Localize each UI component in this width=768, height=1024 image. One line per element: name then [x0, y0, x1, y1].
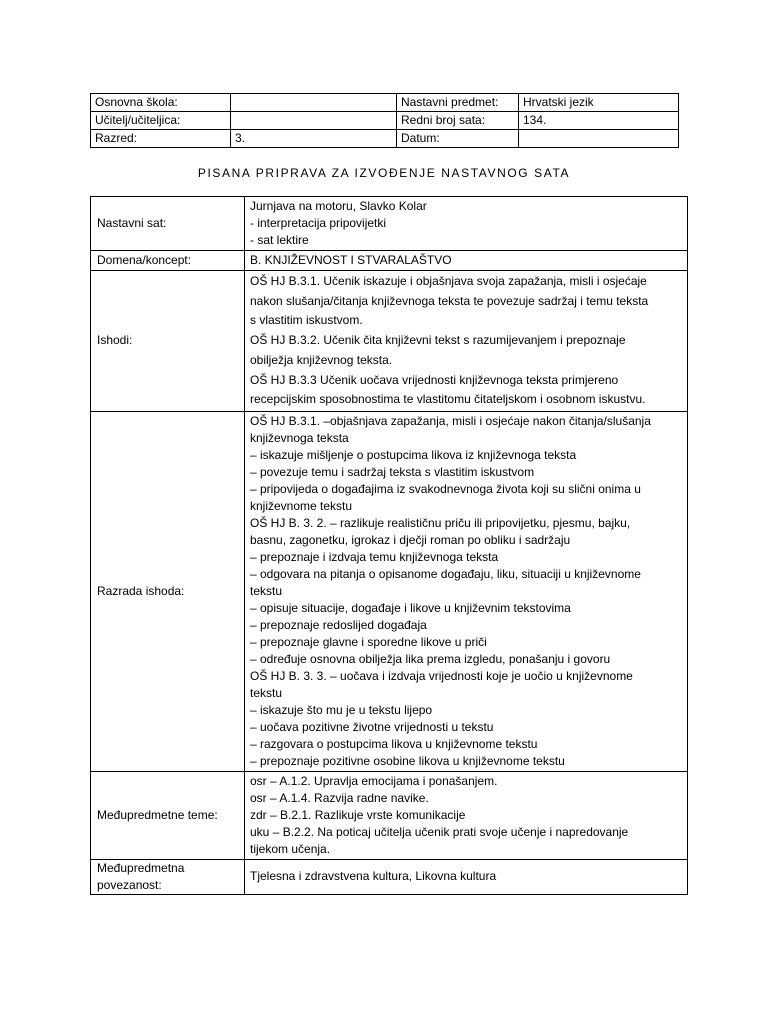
info-row-teacher	[91, 112, 679, 130]
razrada-line: basnu, zagonetku, igrokaz i dječji roman po obliku i sadržaju	[250, 532, 571, 547]
nastavni-sat-content	[245, 197, 688, 251]
domena-value: B. KNJIŽEVNOST I STVARALAŠTVO	[245, 251, 688, 271]
razrada-line: – odgovara na pitanja o opisanome događaju, liku, situaciji u književnome	[250, 566, 641, 581]
teacher-label: Učitelj/učiteljica:	[91, 112, 231, 130]
ishodi-label: Ishodi:	[91, 271, 245, 412]
povezanost-value: Tjelesna i zdravstvena kultura, Likovna kultura	[245, 859, 688, 894]
teme-line: uku – B.2.2. Na poticaj učitelja učenik prati svoje učenje i napredovanje	[250, 824, 629, 839]
razrada-content	[245, 411, 688, 771]
row-povezanost	[91, 859, 688, 894]
teme-line: osr – A.1.4. Razvija radne navike.	[250, 790, 429, 805]
row-nastavni-sat	[91, 197, 688, 251]
ishodi-line: obilježja književnog teksta.	[250, 352, 393, 367]
grade-label: Razred:	[91, 130, 231, 148]
razrada-line: – iskazuje što mu je u tekstu lijepo	[250, 702, 433, 717]
povezanost-label	[91, 859, 245, 894]
nastavni-sat-line: - sat lektire	[250, 233, 309, 247]
razrada-line: – opisuje situacije, događaje i likove u književnim tekstovima	[250, 600, 571, 615]
teme-content	[245, 771, 688, 859]
razrada-line: – prepoznaje redoslijed događaja	[250, 617, 427, 632]
nastavni-sat-label: Nastavni sat:	[91, 197, 245, 251]
razrada-line: – prepoznaje pozitivne osobine likova u književnome tekstu	[250, 753, 565, 768]
teme-line: zdr – B.2.1. Razlikuje vrste komunikacije	[250, 807, 466, 822]
date-label: Datum:	[397, 130, 519, 148]
grade-value: 3.	[231, 130, 397, 148]
razrada-line: OŠ HJ B. 3. 2. – razlikuje realističnu priču ili pripovijetku, pjesmu, bajku,	[250, 515, 631, 530]
document-title: PISANA PRIPRAVA ZA IZVOĐENJE NASTAVNOG SATA	[197, 166, 571, 180]
ishodi-line: s vlastitim iskustvom.	[250, 313, 363, 328]
teme-label: Međupredmetne teme:	[91, 771, 245, 859]
info-row-grade	[91, 130, 679, 148]
date-value	[519, 130, 679, 148]
row-domena	[91, 251, 688, 271]
razrada-line: književnoga teksta	[250, 430, 349, 445]
row-ishodi	[91, 271, 688, 412]
lesson-table	[90, 196, 688, 895]
povezanost-label-line: Međupredmetna	[97, 860, 185, 875]
razrada-line: OŠ HJ B. 3. 3. – uočava i izdvaja vrijednosti koje je uočio u književnome	[250, 668, 633, 683]
razrada-line: tekstu	[250, 685, 283, 700]
info-table	[90, 93, 679, 148]
ishodi-line: OŠ HJ B.3.1. Učenik iskazuje i objašnjava svoja zapažanja, misli i osjećaje	[250, 274, 647, 288]
razrada-line: – razgovara o postupcima likova u književnome tekstu	[250, 736, 538, 751]
subject-label: Nastavni predmet:	[397, 94, 519, 112]
school-label: Osnovna škola:	[91, 94, 231, 112]
razrada-line: – prepoznaje glavne i sporedne likove u priči	[250, 634, 487, 649]
teacher-value	[231, 112, 397, 130]
razrada-line: – prepoznaje i izdvaja temu književnoga teksta	[250, 549, 499, 564]
razrada-line: OŠ HJ B.3.1. –objašnjava zapažanja, misli i osjećaje nakon čitanja/slušanja	[250, 413, 651, 428]
ishodi-line: OŠ HJ B.3.2. Učenik čita književni tekst s razumijevanjem i prepoznaje	[250, 333, 626, 348]
row-razrada	[91, 411, 688, 771]
ishodi-line: recepcijskim sposobnostima te vlastitomu čitateljskom i osobnom iskustvu.	[250, 392, 646, 407]
razrada-line: tekstu	[250, 583, 283, 598]
razrada-label: Razrada ishoda:	[91, 411, 245, 771]
ishodi-line: nakon slušanja/čitanja književnoga teksta te povezuje sadržaj i temu teksta	[250, 293, 649, 308]
ishodi-line: OŠ HJ B.3.3 Učenik uočava vrijednosti književnoga teksta primjereno	[250, 372, 619, 387]
nastavni-sat-line: - interpretacija pripovijetki	[250, 216, 387, 230]
ishodi-content	[245, 271, 688, 412]
razrada-line: – uočava pozitivne životne vrijednosti u tekstu	[250, 719, 494, 734]
lesson-number-value: 134.	[519, 112, 679, 130]
school-value	[231, 94, 397, 112]
teme-line: tijekom učenja.	[250, 841, 331, 856]
razrada-line: – određuje osnovna obilježja lika prema izgledu, ponašanju i govoru	[250, 651, 611, 666]
nastavni-sat-line: Jurnjava na motoru, Slavko Kolar	[250, 199, 427, 213]
subject-value: Hrvatski jezik	[519, 94, 679, 112]
row-medupredmetne-teme	[91, 771, 688, 859]
razrada-line: književnome tekstu	[250, 498, 353, 513]
povezanost-label-line: povezanost:	[97, 877, 162, 892]
razrada-line: – povezuje temu i sadržaj teksta s vlastitim iskustvom	[250, 464, 535, 479]
info-row-school	[91, 94, 679, 112]
razrada-line: – iskazuje mišljenje o postupcima likova iz književnoga teksta	[250, 447, 577, 462]
razrada-line: – pripovijeda o događajima iz svakodnevnoga života koji su slični onima u	[250, 481, 641, 496]
domena-label: Domena/koncept:	[91, 251, 245, 271]
teme-line: osr – A.1.2. Upravlja emocijama i ponašanjem.	[250, 773, 498, 788]
lesson-number-label: Redni broj sata:	[397, 112, 519, 130]
